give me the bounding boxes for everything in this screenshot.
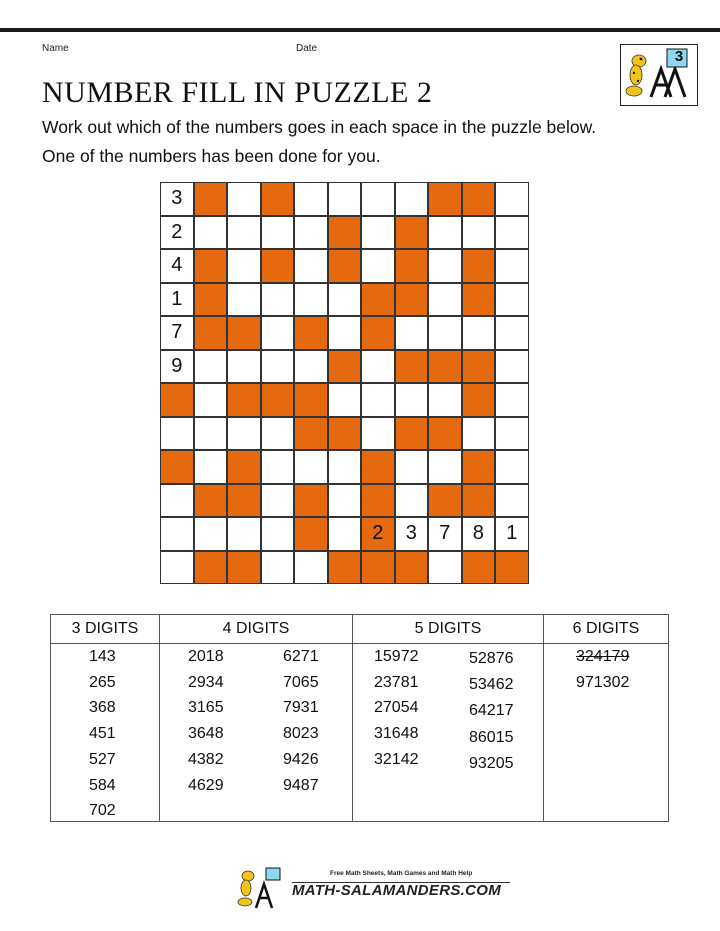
answer-cell[interactable] bbox=[495, 316, 529, 350]
clue-number: 584 bbox=[89, 776, 116, 794]
answer-cell[interactable] bbox=[495, 249, 529, 283]
answer-cell[interactable]: 3 bbox=[395, 517, 429, 551]
answer-cell[interactable] bbox=[495, 417, 529, 451]
filled-cell bbox=[361, 316, 395, 350]
filled-cell bbox=[261, 182, 295, 216]
filled-cell bbox=[160, 383, 194, 417]
answer-cell[interactable]: 7 bbox=[428, 517, 462, 551]
filled-cell bbox=[361, 551, 395, 585]
filled-cell bbox=[428, 417, 462, 451]
answer-cell[interactable] bbox=[160, 417, 194, 451]
answer-cell[interactable] bbox=[428, 450, 462, 484]
heading-4-digits: 4 DIGITS bbox=[222, 620, 290, 637]
answer-cell[interactable] bbox=[294, 216, 328, 250]
clue-table bbox=[50, 614, 669, 822]
answer-cell[interactable] bbox=[294, 350, 328, 384]
filled-cell bbox=[395, 551, 429, 585]
answer-cell[interactable] bbox=[261, 417, 295, 451]
page-title: NUMBER FILL IN PUZZLE 2 bbox=[42, 76, 433, 109]
answer-cell[interactable] bbox=[495, 450, 529, 484]
answer-cell[interactable] bbox=[294, 551, 328, 585]
instructions-line-1: Work out which of the numbers goes in each space in the puzzle below. bbox=[42, 117, 597, 137]
column-divider bbox=[159, 615, 160, 821]
filled-cell bbox=[361, 450, 395, 484]
answer-cell[interactable] bbox=[261, 216, 295, 250]
answer-cell[interactable]: 4 bbox=[160, 249, 194, 283]
answer-cell[interactable] bbox=[328, 383, 362, 417]
answer-cell[interactable] bbox=[395, 182, 429, 216]
answer-cell[interactable] bbox=[495, 484, 529, 518]
clue-number: 4382 bbox=[188, 750, 224, 768]
answer-cell[interactable]: 3 bbox=[160, 182, 194, 216]
clue-number: 9487 bbox=[283, 776, 319, 794]
column-divider bbox=[543, 615, 544, 821]
answer-cell[interactable] bbox=[428, 283, 462, 317]
clue-number: 6271 bbox=[283, 648, 319, 665]
answer-cell[interactable] bbox=[462, 216, 496, 250]
answer-cell[interactable]: 2 bbox=[160, 216, 194, 250]
answer-cell[interactable] bbox=[261, 484, 295, 518]
filled-cell bbox=[194, 249, 228, 283]
answer-cell[interactable] bbox=[462, 316, 496, 350]
answer-cell[interactable]: 7 bbox=[160, 316, 194, 350]
answer-cell[interactable] bbox=[462, 417, 496, 451]
clue-number: 64217 bbox=[469, 702, 514, 720]
answer-cell[interactable] bbox=[294, 249, 328, 283]
filled-cell bbox=[395, 417, 429, 451]
clue-number: 3648 bbox=[188, 725, 224, 743]
grade-logo bbox=[620, 44, 698, 106]
filled-cell bbox=[395, 249, 429, 283]
answer-cell[interactable] bbox=[261, 517, 295, 551]
heading-3-digits: 3 DIGITS bbox=[71, 620, 139, 637]
filled-cell bbox=[160, 450, 194, 484]
answer-cell[interactable] bbox=[227, 182, 261, 216]
answer-cell[interactable] bbox=[395, 484, 429, 518]
answer-cell[interactable] bbox=[294, 182, 328, 216]
clue-number: 265 bbox=[89, 673, 116, 691]
filled-cell bbox=[395, 350, 429, 384]
clue-number: 2934 bbox=[188, 673, 224, 691]
filled-cell bbox=[328, 551, 362, 585]
clue-number: 3165 bbox=[188, 699, 224, 717]
clue-number: 451 bbox=[89, 725, 116, 743]
answer-cell[interactable] bbox=[361, 383, 395, 417]
clue-number: 7931 bbox=[283, 699, 319, 717]
clue-number: 702 bbox=[89, 802, 116, 820]
filled-cell bbox=[328, 249, 362, 283]
clue-number: 527 bbox=[89, 750, 116, 768]
answer-cell[interactable] bbox=[160, 517, 194, 551]
answer-cell[interactable] bbox=[227, 417, 261, 451]
clue-number: 93205 bbox=[469, 754, 514, 772]
filled-cell bbox=[328, 417, 362, 451]
answer-cell[interactable] bbox=[261, 350, 295, 384]
filled-cell bbox=[194, 182, 228, 216]
filled-cell bbox=[428, 350, 462, 384]
answer-cell[interactable] bbox=[428, 316, 462, 350]
filled-cell bbox=[462, 450, 496, 484]
answer-cell[interactable] bbox=[261, 283, 295, 317]
clue-number: 86015 bbox=[469, 728, 514, 746]
filled-cell bbox=[261, 383, 295, 417]
answer-cell[interactable] bbox=[495, 182, 529, 216]
header-divider bbox=[51, 643, 668, 644]
filled-cell bbox=[294, 316, 328, 350]
answer-cell[interactable] bbox=[361, 216, 395, 250]
answer-cell[interactable] bbox=[428, 249, 462, 283]
clue-number: 9426 bbox=[283, 750, 319, 768]
answer-cell[interactable] bbox=[194, 450, 228, 484]
filled-cell bbox=[361, 484, 395, 518]
filled-cell bbox=[462, 551, 496, 585]
answer-cell[interactable] bbox=[361, 249, 395, 283]
date-label: Date bbox=[296, 43, 318, 54]
filled-cell bbox=[328, 216, 362, 250]
answer-cell[interactable] bbox=[194, 517, 228, 551]
clue-number: 15972 bbox=[374, 648, 419, 665]
answer-cell[interactable] bbox=[361, 182, 395, 216]
footer-logo-icon bbox=[236, 864, 288, 912]
filled-cell bbox=[395, 216, 429, 250]
answer-cell[interactable]: 9 bbox=[160, 350, 194, 384]
answer-cell[interactable] bbox=[328, 450, 362, 484]
answer-cell[interactable] bbox=[227, 249, 261, 283]
filled-cell bbox=[227, 383, 261, 417]
clue-number: 32142 bbox=[374, 750, 419, 768]
answer-cell[interactable] bbox=[194, 417, 228, 451]
filled-cell bbox=[328, 350, 362, 384]
answer-cell[interactable] bbox=[361, 417, 395, 451]
filled-cell bbox=[395, 283, 429, 317]
answer-cell[interactable] bbox=[328, 517, 362, 551]
filled-cell bbox=[227, 450, 261, 484]
heading-6-digits: 6 DIGITS bbox=[572, 620, 640, 637]
answer-cell[interactable] bbox=[428, 216, 462, 250]
answer-cell[interactable] bbox=[261, 450, 295, 484]
filled-cell bbox=[227, 551, 261, 585]
answer-cell[interactable] bbox=[495, 350, 529, 384]
answer-cell[interactable] bbox=[227, 216, 261, 250]
filled-cell bbox=[462, 383, 496, 417]
answer-cell[interactable] bbox=[160, 484, 194, 518]
answer-cell[interactable] bbox=[428, 551, 462, 585]
name-label: Name bbox=[42, 43, 69, 54]
answer-cell[interactable] bbox=[261, 551, 295, 585]
answer-cell[interactable] bbox=[328, 283, 362, 317]
grade-number: 3 bbox=[674, 48, 684, 65]
filled-cell bbox=[294, 484, 328, 518]
filled-cell bbox=[294, 417, 328, 451]
top-rule bbox=[0, 28, 720, 32]
answer-cell[interactable] bbox=[328, 182, 362, 216]
clue-number: 52876 bbox=[469, 650, 514, 667]
answer-cell[interactable]: 1 bbox=[160, 283, 194, 317]
filled-cell bbox=[428, 182, 462, 216]
clue-number: 8023 bbox=[283, 725, 319, 743]
footer-tagline: Free Math Sheets, Math Games and Math Help bbox=[330, 870, 473, 877]
clue-number-used: 324179 bbox=[576, 648, 630, 665]
answer-cell[interactable] bbox=[160, 551, 194, 585]
filled-cell bbox=[361, 283, 395, 317]
clue-number: 23781 bbox=[374, 673, 419, 691]
answer-cell[interactable] bbox=[261, 316, 295, 350]
answer-cell[interactable] bbox=[294, 283, 328, 317]
clue-number: 27054 bbox=[374, 699, 419, 717]
answer-cell[interactable] bbox=[328, 316, 362, 350]
filled-cell bbox=[227, 316, 261, 350]
filled-cell bbox=[428, 484, 462, 518]
filled-cell: 2 bbox=[361, 517, 395, 551]
answer-cell[interactable] bbox=[194, 350, 228, 384]
clue-number: 4629 bbox=[188, 776, 224, 794]
clue-number: 7065 bbox=[283, 673, 319, 691]
filled-cell bbox=[194, 283, 228, 317]
puzzle-grid bbox=[160, 182, 529, 584]
answer-cell[interactable] bbox=[227, 283, 261, 317]
filled-cell bbox=[294, 517, 328, 551]
filled-cell bbox=[194, 551, 228, 585]
answer-cell[interactable] bbox=[194, 383, 228, 417]
answer-cell[interactable] bbox=[495, 383, 529, 417]
filled-cell bbox=[294, 383, 328, 417]
filled-cell bbox=[462, 249, 496, 283]
answer-cell[interactable] bbox=[395, 383, 429, 417]
filled-cell bbox=[227, 484, 261, 518]
clue-number: 31648 bbox=[374, 725, 419, 743]
filled-cell bbox=[495, 551, 529, 585]
footer-brand: MATH-SALAMANDERS.COM bbox=[292, 882, 502, 899]
answer-cell[interactable] bbox=[428, 383, 462, 417]
answer-cell[interactable] bbox=[395, 316, 429, 350]
answer-cell[interactable] bbox=[495, 283, 529, 317]
answer-cell[interactable] bbox=[227, 350, 261, 384]
answer-cell[interactable] bbox=[294, 450, 328, 484]
answer-cell[interactable]: 1 bbox=[495, 517, 529, 551]
answer-cell[interactable]: 8 bbox=[462, 517, 496, 551]
answer-cell[interactable] bbox=[194, 216, 228, 250]
clue-number: 368 bbox=[89, 699, 116, 717]
filled-cell bbox=[462, 484, 496, 518]
clue-number: 143 bbox=[89, 648, 116, 665]
heading-5-digits: 5 DIGITS bbox=[414, 620, 482, 637]
clue-number: 53462 bbox=[469, 676, 514, 694]
answer-cell[interactable] bbox=[227, 517, 261, 551]
filled-cell bbox=[194, 316, 228, 350]
answer-cell[interactable] bbox=[361, 350, 395, 384]
filled-cell bbox=[194, 484, 228, 518]
filled-cell bbox=[261, 249, 295, 283]
answer-cell[interactable] bbox=[328, 484, 362, 518]
answer-cell[interactable] bbox=[495, 216, 529, 250]
filled-cell bbox=[462, 350, 496, 384]
filled-cell bbox=[462, 283, 496, 317]
clue-number: 971302 bbox=[576, 673, 630, 691]
filled-cell bbox=[462, 182, 496, 216]
instructions-line-2: One of the numbers has been done for you. bbox=[42, 146, 381, 166]
answer-cell[interactable] bbox=[395, 450, 429, 484]
column-divider bbox=[352, 615, 353, 821]
clue-number: 2018 bbox=[188, 648, 224, 665]
